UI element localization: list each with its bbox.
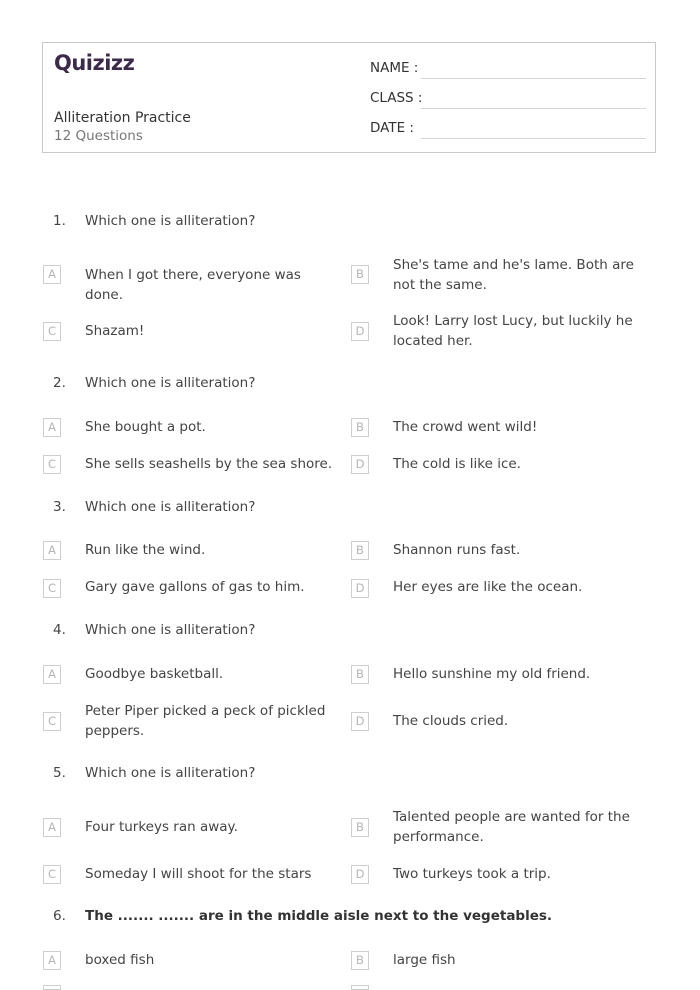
option-letter-box: B xyxy=(351,541,369,560)
question-number: 3. xyxy=(53,499,66,515)
option-text: Peter Piper picked a peck of pickled peppers. xyxy=(85,703,326,739)
option-letter-box: B xyxy=(351,418,369,437)
worksheet-title: Alliteration Practice xyxy=(54,110,191,126)
option-text: Shannon runs fast. xyxy=(393,542,521,558)
option-letter-box: A xyxy=(43,265,61,284)
question-number: 5. xyxy=(53,765,66,781)
question-number: 6. xyxy=(53,908,66,924)
name-label: NAME : xyxy=(370,60,419,76)
option-letter-box: B xyxy=(351,665,369,684)
option-letter-box: C xyxy=(43,455,61,474)
question-count: 12 Questions xyxy=(54,128,143,144)
date-label: DATE : xyxy=(370,120,414,136)
option-text: Goodbye basketball. xyxy=(85,666,224,682)
option-text: boxed fish xyxy=(85,952,155,968)
option-text: Her eyes are like the ocean. xyxy=(393,579,583,595)
option-letter-box: C xyxy=(43,865,61,884)
name-line xyxy=(421,78,646,79)
option-text: The cold is like ice. xyxy=(393,456,521,472)
option-letter-box: A xyxy=(43,665,61,684)
class-label: CLASS : xyxy=(370,90,423,106)
option-letter-box: D xyxy=(351,865,369,884)
class-line xyxy=(421,108,646,109)
option-letter-box: B xyxy=(351,818,369,837)
option-letter-box: B xyxy=(351,951,369,970)
option-letter-box: A xyxy=(43,418,61,437)
option-letter-box: D xyxy=(351,579,369,598)
option-text: Hello sunshine my old friend. xyxy=(393,666,591,682)
option-letter-box: B xyxy=(351,265,369,284)
question-number: 2. xyxy=(53,375,66,391)
option-letter-box: C xyxy=(43,322,61,341)
question-number: 4. xyxy=(53,622,66,638)
option-text: She sells seashells by the sea shore. xyxy=(85,456,333,472)
option-text: When I got there, everyone was done. xyxy=(85,267,301,303)
option-letter-box: D xyxy=(351,455,369,474)
option-letter-box: C xyxy=(43,712,61,731)
question-text: Which one is alliteration? xyxy=(85,499,256,515)
option-text: Two turkeys took a trip. xyxy=(393,866,551,882)
question-text: Which one is alliteration? xyxy=(85,765,256,781)
option-letter-box: A xyxy=(43,951,61,970)
option-letter-box: D xyxy=(351,322,369,341)
question-text: Which one is alliteration? xyxy=(85,622,256,638)
option-letter-box-partial xyxy=(351,985,369,990)
question-text: The ....... ....... are in the middle aisle next to the vegetables. xyxy=(85,908,553,924)
option-letter-box: D xyxy=(351,712,369,731)
option-letter-box: A xyxy=(43,541,61,560)
option-letter-box-partial xyxy=(43,985,61,990)
option-text: Someday I will shoot for the stars xyxy=(85,866,312,882)
question-number: 1. xyxy=(53,213,66,229)
option-text: Talented people are wanted for the performance. xyxy=(393,809,630,845)
option-text: Four turkeys ran away. xyxy=(85,819,238,835)
option-text: She's tame and he's lame. Both are not the same. xyxy=(393,257,634,293)
option-text: The crowd went wild! xyxy=(393,419,538,435)
date-line xyxy=(421,138,646,139)
option-letter-box: A xyxy=(43,818,61,837)
worksheet-header xyxy=(42,42,656,153)
question-text: Which one is alliteration? xyxy=(85,375,256,391)
option-text: Gary gave gallons of gas to him. xyxy=(85,579,305,595)
option-text: Look! Larry lost Lucy, but luckily he located her. xyxy=(393,313,633,349)
option-letter-box: C xyxy=(43,579,61,598)
option-text: The clouds cried. xyxy=(393,713,509,729)
option-text: She bought a pot. xyxy=(85,419,206,435)
question-text: Which one is alliteration? xyxy=(85,213,256,229)
option-text: Run like the wind. xyxy=(85,542,206,558)
quizizz-logo: Quizizz xyxy=(54,51,135,75)
option-text: Shazam! xyxy=(85,323,145,339)
option-text: large fish xyxy=(393,952,456,968)
